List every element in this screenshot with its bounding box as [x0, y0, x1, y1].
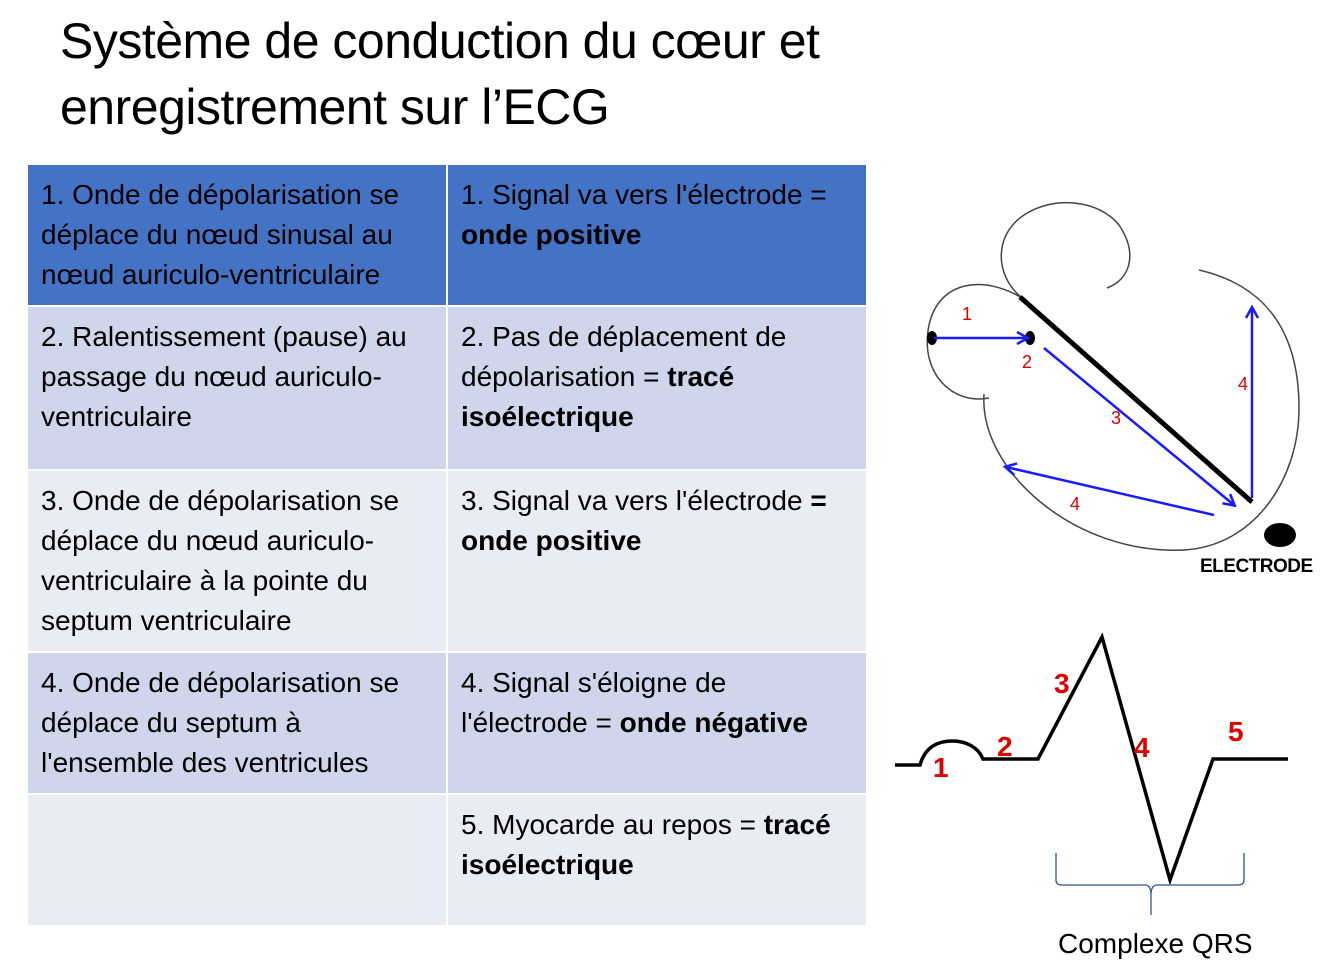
table-row [27, 794, 867, 926]
row3-right-text: 3. Signal va vers l'électrode [461, 485, 811, 516]
row5-left-cell [27, 794, 447, 926]
left-atrium-outline [927, 285, 1022, 399]
row4-right-text: 4. Signal s'éloigne de l'électrode = [461, 667, 727, 738]
arrow-4-left [1006, 467, 1214, 515]
heart-label-4-right: 4 [1238, 374, 1249, 394]
table-row [27, 470, 867, 652]
row4-right-bold: onde négative [619, 707, 808, 738]
title-line-1: Système de conduction du cœur et [60, 13, 820, 69]
electrode-dot [1264, 523, 1296, 547]
heart-label-3: 3 [1111, 408, 1122, 428]
heart-label-2: 2 [1022, 352, 1033, 372]
row2-right-text: 2. Pas de déplacement de dépolarisation = [461, 321, 787, 392]
row4-right-cell [447, 652, 867, 794]
table-row [27, 164, 867, 306]
row1-right-bold: onde positive [461, 219, 642, 250]
ecg-label-5: 5 [1228, 716, 1244, 747]
page-title [60, 8, 960, 140]
ecg-label-2: 2 [997, 731, 1013, 762]
conduction-table [26, 163, 868, 927]
row2-right-cell [447, 306, 867, 470]
row3-right-bold: = onde positive [461, 485, 827, 556]
ecg-label-4: 4 [1134, 732, 1150, 763]
heart-diagram [894, 180, 1334, 600]
row4-left-cell: 4. Onde de dépolarisation se déplace du septum à l'ensemble des ventricules [27, 652, 447, 794]
row2-left-cell: 2. Ralentissement (pause) au passage du nœud auriculo-ventriculaire [27, 306, 447, 470]
ecg-waveform [895, 637, 1288, 880]
row5-right-text: 5. Myocarde au repos = [461, 809, 764, 840]
row3-left-cell: 3. Onde de dépolarisation se déplace du nœud auriculo-ventriculaire à la pointe du septum ventriculaire [27, 470, 447, 652]
qrs-complex-label: Complexe QRS [1058, 928, 1253, 959]
ecg-label-1: 1 [933, 752, 949, 783]
row2-right-bold: tracé isoélectrique [461, 361, 735, 432]
row1-right-cell [447, 164, 867, 306]
row1-left-cell: 1. Onde de dépolarisation se déplace du nœud sinusal au nœud auriculo-ventriculaire [27, 164, 447, 306]
row1-right-text: 1. Signal va vers l'électrode = [461, 179, 827, 210]
row5-right-bold: tracé isoélectrique [461, 809, 831, 880]
septum-line [1020, 297, 1252, 502]
ecg-label-3: 3 [1054, 668, 1070, 699]
right-atrium-outline [1001, 203, 1130, 298]
table-row [27, 652, 867, 794]
heart-label-1: 1 [962, 304, 973, 324]
table-row [27, 306, 867, 470]
title-line-2: enregistrement sur l’ECG [60, 79, 610, 135]
row5-right-cell [447, 794, 867, 926]
row3-right-cell [447, 470, 867, 652]
electrode-label: ELECTRODE [1200, 556, 1313, 577]
qrs-brace [1056, 853, 1244, 895]
ecg-trace [890, 625, 1310, 925]
heart-label-4-bottom: 4 [1070, 494, 1081, 514]
